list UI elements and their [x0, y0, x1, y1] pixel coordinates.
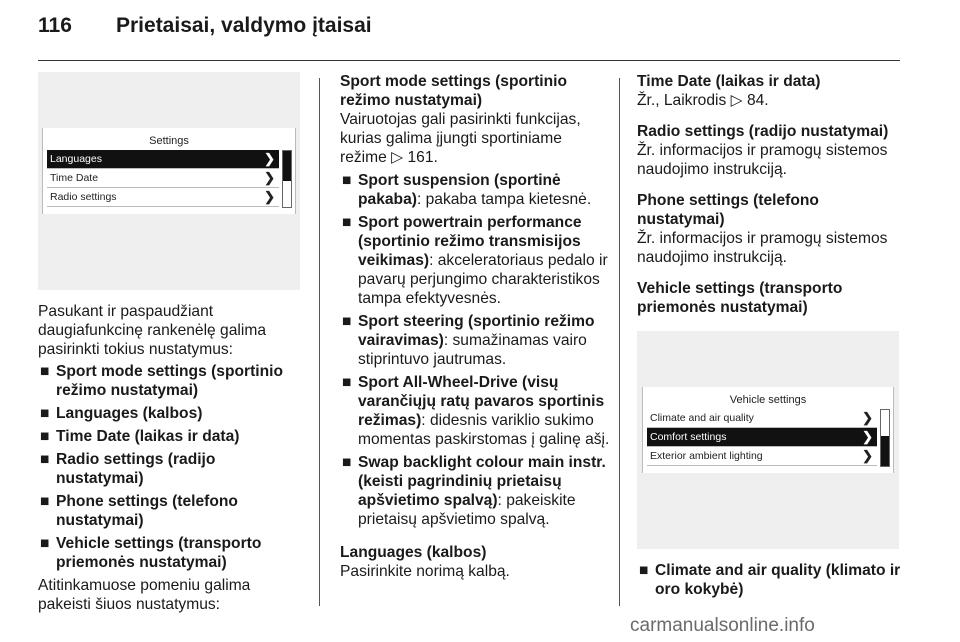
- intro-text: Pasukant ir paspaudžiant daugiafunkcinę rankenėlę galima pasirinkti tokius nustatymus:: [38, 303, 266, 358]
- column-1: [38, 72, 300, 614]
- chevron-right-icon: ❯: [264, 189, 275, 204]
- display-row-languages[interactable]: Languages ❯: [47, 150, 279, 169]
- scrollbar-thumb[interactable]: [881, 436, 889, 466]
- chevron-right-icon: ❯: [862, 429, 873, 444]
- vehicle-options-list: [637, 561, 905, 599]
- radio-settings-text: Žr. informacijos ir pramogų sistemos naudojimo instrukciją.: [637, 142, 888, 178]
- chevron-right-icon: ❯: [862, 448, 873, 463]
- list-item: ■ Climate and air quality (klimato ir oro kokybė): [639, 562, 901, 598]
- square-bullet-icon: ■: [40, 363, 50, 380]
- column-divider-2: [619, 78, 620, 606]
- settings-screen-figure: [38, 72, 300, 290]
- list-item: ■ Sport All-Wheel-Drive (visų varančiųjų ratų pavaros sportinis režimas): didesnis variklio sukimo momentas paskirstomas į galinę ašį.: [342, 374, 610, 448]
- list-item: ■ Vehicle settings (transporto priemonės nustatymai): [40, 535, 262, 571]
- display-title: Vehicle settings: [729, 394, 807, 406]
- languages-text: Pasirinkite norimą kalbą.: [340, 563, 510, 580]
- list-item: ■ Sport powertrain performance (sportinio režimo transmisijos veikimas): akceleratoriaus pedalo ir pavarų perjungimo charakteristikos tampa efektyvesnės.: [342, 214, 608, 307]
- square-bullet-icon: ■: [40, 428, 50, 445]
- column-divider-1: [319, 78, 320, 606]
- list-item: ■ Time Date (laikas ir data): [40, 428, 240, 445]
- display-title: Settings: [149, 135, 189, 147]
- square-bullet-icon: ■: [40, 535, 50, 552]
- settings-display: [42, 128, 296, 214]
- vehicle-settings-display: [642, 387, 894, 473]
- phone-settings-text: Žr. informacijos ir pramogų sistemos naudojimo instrukciją.: [637, 230, 888, 266]
- display-row-comfort[interactable]: Comfort settings ❯: [647, 428, 877, 447]
- column-2: [340, 72, 610, 581]
- display-scrollbar[interactable]: [880, 409, 890, 467]
- vehicle-settings-screen-figure: [637, 331, 899, 549]
- square-bullet-icon: ■: [342, 172, 352, 189]
- radio-settings-heading: Radio settings (radijo nustatymai): [637, 123, 889, 140]
- page-title: Prietaisai, valdymo įtaisai: [116, 14, 372, 37]
- page-header: [38, 14, 372, 38]
- vehicle-settings-heading: Vehicle settings (transporto priemonės nustatymai): [637, 280, 843, 316]
- display-row-time-date[interactable]: Time Date ❯: [47, 169, 279, 188]
- page-reference-link[interactable]: 161.: [407, 149, 438, 166]
- chevron-right-icon: ❯: [264, 170, 275, 185]
- square-bullet-icon: ■: [342, 313, 352, 330]
- square-bullet-icon: ■: [40, 451, 50, 468]
- list-item: ■ Languages (kalbos): [40, 405, 203, 422]
- phone-settings-heading: Phone settings (telefono nustatymai): [637, 192, 819, 228]
- triangle-reference-icon: ▷: [391, 149, 404, 166]
- time-date-heading: Time Date (laikas ir data): [637, 73, 821, 90]
- display-scrollbar[interactable]: [282, 150, 292, 208]
- display-row-radio-settings[interactable]: Radio settings ❯: [47, 188, 279, 207]
- list-item: ■ Sport mode settings (sportinio režimo nustatymai): [40, 363, 283, 399]
- page-number: 116: [38, 14, 72, 37]
- header-rule: [38, 60, 900, 61]
- square-bullet-icon: ■: [40, 405, 50, 422]
- watermark: carmanualsonline.info: [630, 615, 815, 636]
- display-row-exterior-lighting[interactable]: Exterior ambient lighting ❯: [647, 447, 877, 466]
- settings-list: [38, 362, 300, 572]
- square-bullet-icon: ■: [40, 493, 50, 510]
- list-item: ■ Sport steering (sportinio režimo vairavimas): sumažinamas vairo stiprintuvo jautrumas.: [342, 313, 595, 368]
- sport-mode-heading: Sport mode settings (sportinio režimo nustatymai): [340, 73, 567, 109]
- page-reference-link[interactable]: 84.: [746, 92, 769, 109]
- outro-text: Atitinkamuose pomeniu galima pakeisti šiuos nustatymus:: [38, 577, 251, 613]
- sport-options-list: [340, 171, 610, 529]
- list-item: ■ Phone settings (telefono nustatymai): [40, 493, 238, 529]
- triangle-reference-icon: ▷: [730, 92, 743, 109]
- display-row-climate[interactable]: Climate and air quality ❯: [647, 409, 877, 428]
- chevron-right-icon: ❯: [862, 410, 873, 425]
- list-item: ■ Swap backlight colour main instr. (keisti pagrindinių prietaisų apšvietimo spalvą): pakeiskite prietaisų apšvietimo spalvą.: [342, 454, 606, 528]
- scrollbar-thumb[interactable]: [283, 151, 291, 181]
- square-bullet-icon: ■: [639, 562, 649, 579]
- languages-heading: Languages (kalbos): [340, 544, 487, 561]
- chevron-right-icon: ❯: [264, 151, 275, 166]
- list-item: ■ Sport suspension (sportinė pakaba): pakaba tampa kietesnė.: [342, 172, 592, 208]
- column-3: [637, 72, 905, 603]
- square-bullet-icon: ■: [342, 214, 352, 231]
- list-item: ■ Radio settings (radijo nustatymai): [40, 451, 216, 487]
- square-bullet-icon: ■: [342, 454, 352, 471]
- time-date-text: Žr., Laikrodis ▷ 84.: [637, 92, 769, 109]
- square-bullet-icon: ■: [342, 374, 352, 391]
- sport-mode-text: Vairuotojas gali pasirinkti funkcijas, kurias galima įjungti sportiniame režime ▷ 161.: [340, 111, 581, 166]
